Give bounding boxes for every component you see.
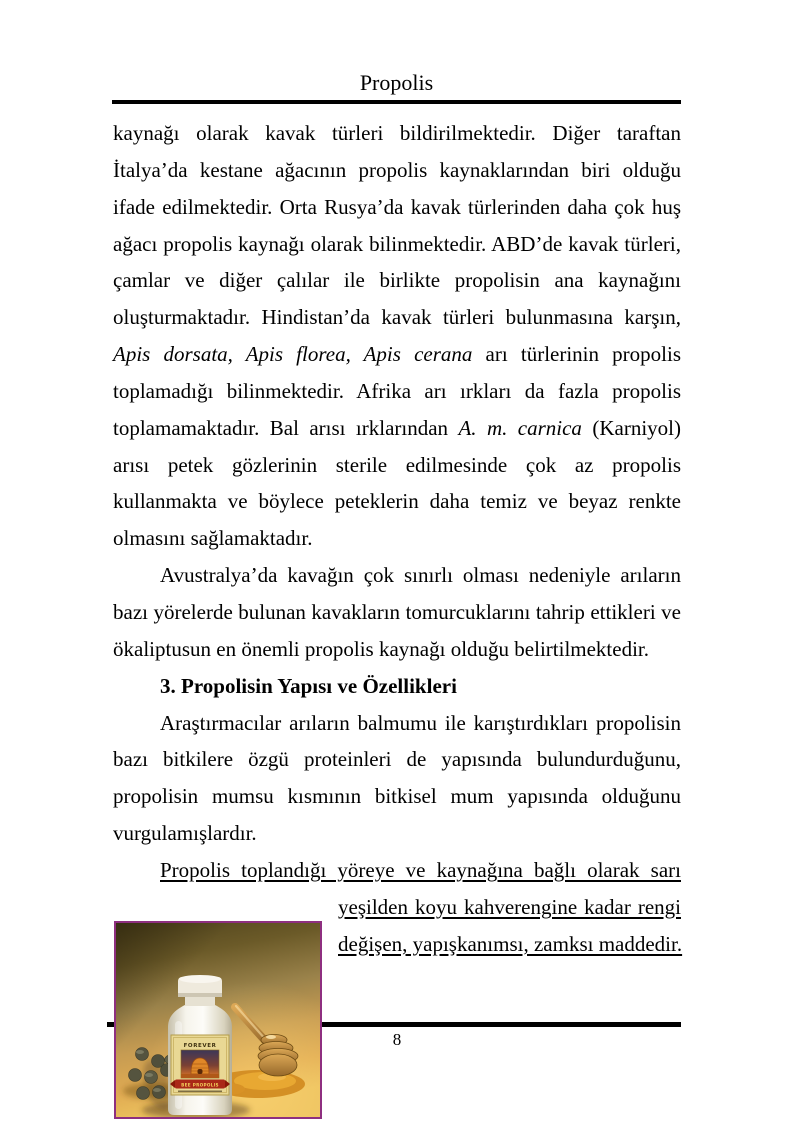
page-number: 8	[392, 1030, 402, 1049]
paragraph-1-text-a: kaynağı olarak kavak türleri bildirilmektedir. Diğer taraftan İtalya’da kestane ağacının propolis kaynaklarından biri olduğu ifade edilmektedir. Orta Rusya’da kavak türlerinden daha çok huş ağacı propolis kaynağı olarak bilinmektedir. ABD’de kavak türleri, çamlar ve diğer çalılar ile birlikte propolisin ana kaynağını oluşturmaktadır. Hindistan’da kavak türleri bulunmasına karşın,	[113, 121, 681, 330]
section-heading: 3. Propolisin Yapısı ve Özellikleri	[160, 673, 457, 698]
header-rule	[112, 100, 681, 104]
propolis-photo-art	[116, 923, 320, 1117]
page-title: Propolis	[359, 70, 434, 95]
species-names-italic: Apis dorsata, Apis florea, Apis cerana	[113, 342, 473, 367]
paragraph-1	[113, 115, 681, 557]
paragraph-3: Araştırmacılar arıların balmumu ile karıştırdıkları propolisin bazı bitkilere özgü proteinleri de yapısında bulundurduğunu, propolisin mumsu kısmının bitkisel mum yapısında olduğunu vurgulamışlardır.	[113, 710, 681, 846]
paragraph-1-text-b: arı türlerinin propolis toplamadığı bilinmektedir. Afrika arı ırkları da fazla propolis toplamamaktadır. Bal arısı ırklarından	[113, 342, 681, 440]
label-product-text: BEE PROPOLIS	[181, 1082, 219, 1088]
carnica-italic: A. m. carnica	[458, 415, 582, 440]
underlined-line-2: yeşilden koyu kahverengine kadar rengi	[338, 894, 681, 919]
paragraph-2: Avustralya’da kavağın çok sınırlı olması nedeniyle arıların bazı yörelerde bulunan kavakların tomurcuklarını tahrip ettikleri ve ökaliptusun en önemli propolis kaynağı olduğu belirtilmektedir.	[113, 563, 681, 661]
label-brand-text: FOREVER	[183, 1043, 217, 1049]
underlined-line-3: değişen, yapışkanımsı, zamksı maddedir.	[338, 931, 683, 956]
paragraph-1-text-c: (Karniyol) arısı petek gözlerinin sterile edilmesinde çok az propolis kullanmakta ve böylece peteklerin daha temiz ve beyaz renkte olmasını sağlamaktadır.	[113, 415, 681, 551]
propolis-photo	[114, 921, 322, 1119]
body-text	[113, 115, 681, 962]
bottle-label	[170, 1035, 230, 1095]
underlined-line-1: Propolis toplandığı yöreye ve kaynağına bağlı olarak sarı	[160, 857, 681, 882]
